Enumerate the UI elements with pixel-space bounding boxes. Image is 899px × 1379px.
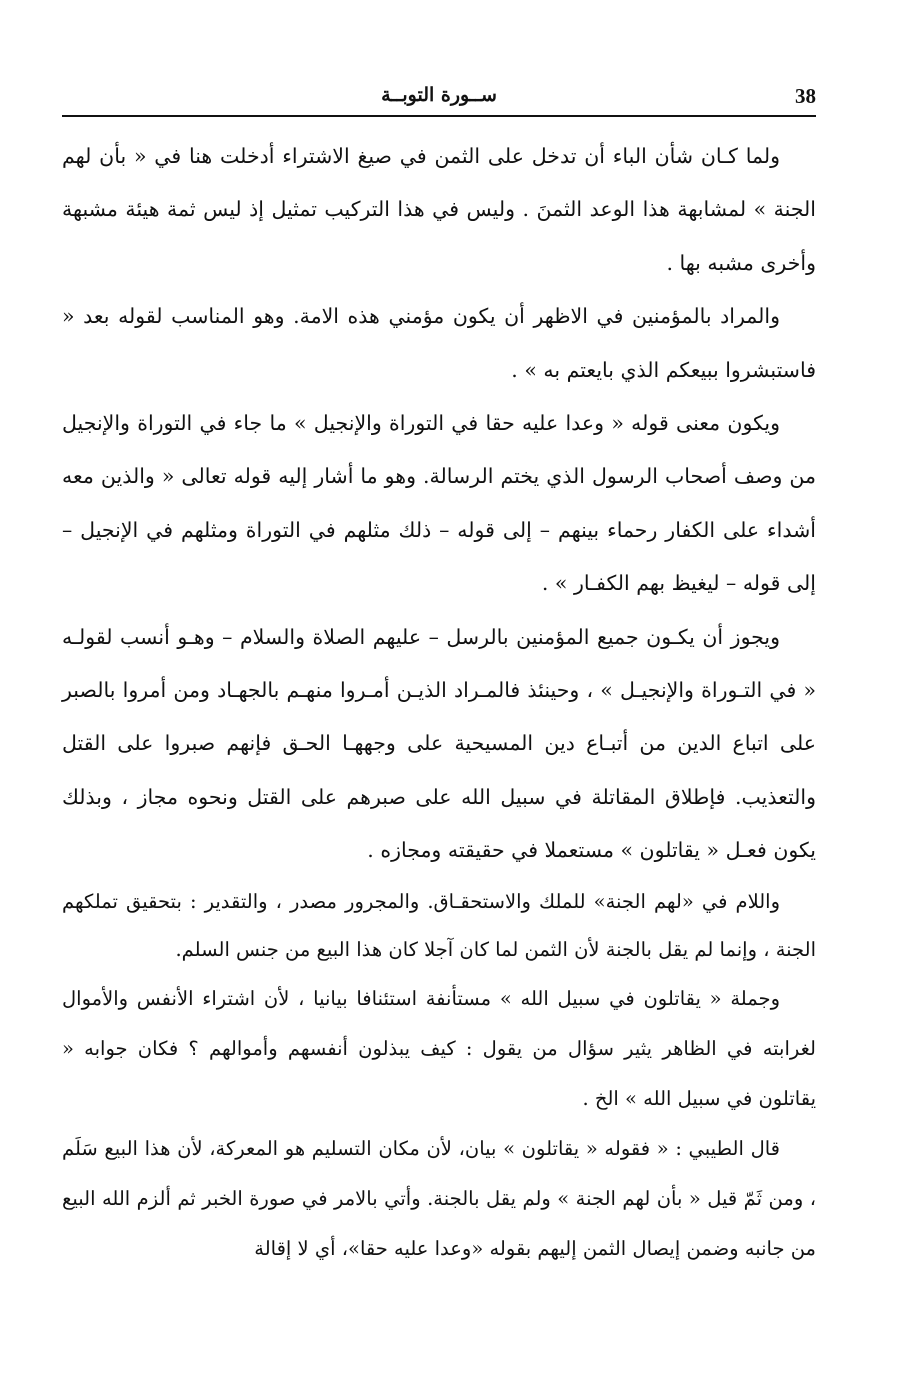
header-rule <box>62 115 816 117</box>
running-title: ســورة التوبــة <box>381 84 497 106</box>
paragraph-7: قال الطيبي : « فقوله « يقاتلون » بيان، لأن مكان التسليم هو المعركة، لأن هذا البيع سَلَم ، ومن ثَمّ قيل « بأن لهم الجنة » ولم يقل بالجنة. وأتي بالامر في صورة الخبر ثم ألزم الله البيع من جانبه وضمن إيصال الثمن إليهم بقوله «وعدا عليه حقا»، أي لا إقالة <box>62 1136 816 1260</box>
page-number: 38 <box>795 84 816 108</box>
page-header <box>62 82 816 116</box>
body-text <box>62 126 816 1274</box>
paragraph-5: واللام في «لهم الجنة» للملك والاستحقـاق. والمجرور مصدر ، والتقدير : بتحقيق تملكهم الجنة ، وإنما لم يقل بالجنة لأن الثمن لما كان آجلا كان هذا البيع من جنس السلم. <box>62 889 816 961</box>
paragraph-6: وجملة « يقاتلون في سبيل الله » مستأنفة استئنافا بيانيا ، لأن اشتراء الأنفس والأموال لغرابته في الظاهر يثير سؤال من يقول : كيف يبذلون أنفسهم وأموالهم ؟ فكان جوابه « يقاتلون في سبيل الله » الخ . <box>62 986 816 1110</box>
paragraph-4: ويجوز أن يكـون جميع المؤمنين بالرسل – عليهم الصلاة والسلام – وهـو أنسب لقولـه « في التـوراة والإنجيـل » ، وحينئذ فالمـراد الذيـن أمـروا منهـم بالجهـاد ومن أمروا بالصبر على اتباع الدين من أتبـاع دين المسيحية على وجههـا الحـق فإنهم صبروا على القتل والتعذيب. فإطلاق المقاتلة في سبيل الله على صبرهم على القتل ونحوه مجاز ، وبذلك يكون فعـل « يقاتلون » مستعملا في حقيقته ومجازه . <box>62 624 816 863</box>
paragraph-1: ولما كـان شأن الباء أن تدخل على الثمن في صيغ الاشتراء أدخلت هنا في « بأن لهم الجنة » لمشابهة هذا الوعد الثمنَ . وليس في هذا التركيب تمثيل إذ ليس ثمة هيئة مشبهة وأخرى مشبه بها . <box>62 144 816 275</box>
paragraph-2: والمراد بالمؤمنين في الاظهر أن يكون مؤمني هذه الامة. وهو المناسب لقوله بعد « فاستبشروا ببيعكم الذي بايعتم به » . <box>62 304 816 382</box>
paragraph-3: ويكون معنى قوله « وعدا عليه حقا في التوراة والإنجيل » ما جاء في التوراة والإنجيل من وصف أصحاب الرسول الذي يختم الرسالة. وهو ما أشار إليه قوله تعالى « والذين معه أشداء على الكفار رحماء بينهم – إلى قوله – ذلك مثلهم في التوراة ومثلهم في الإنجيل – إلى قوله – ليغيظ بهم الكفـار » . <box>62 411 816 596</box>
